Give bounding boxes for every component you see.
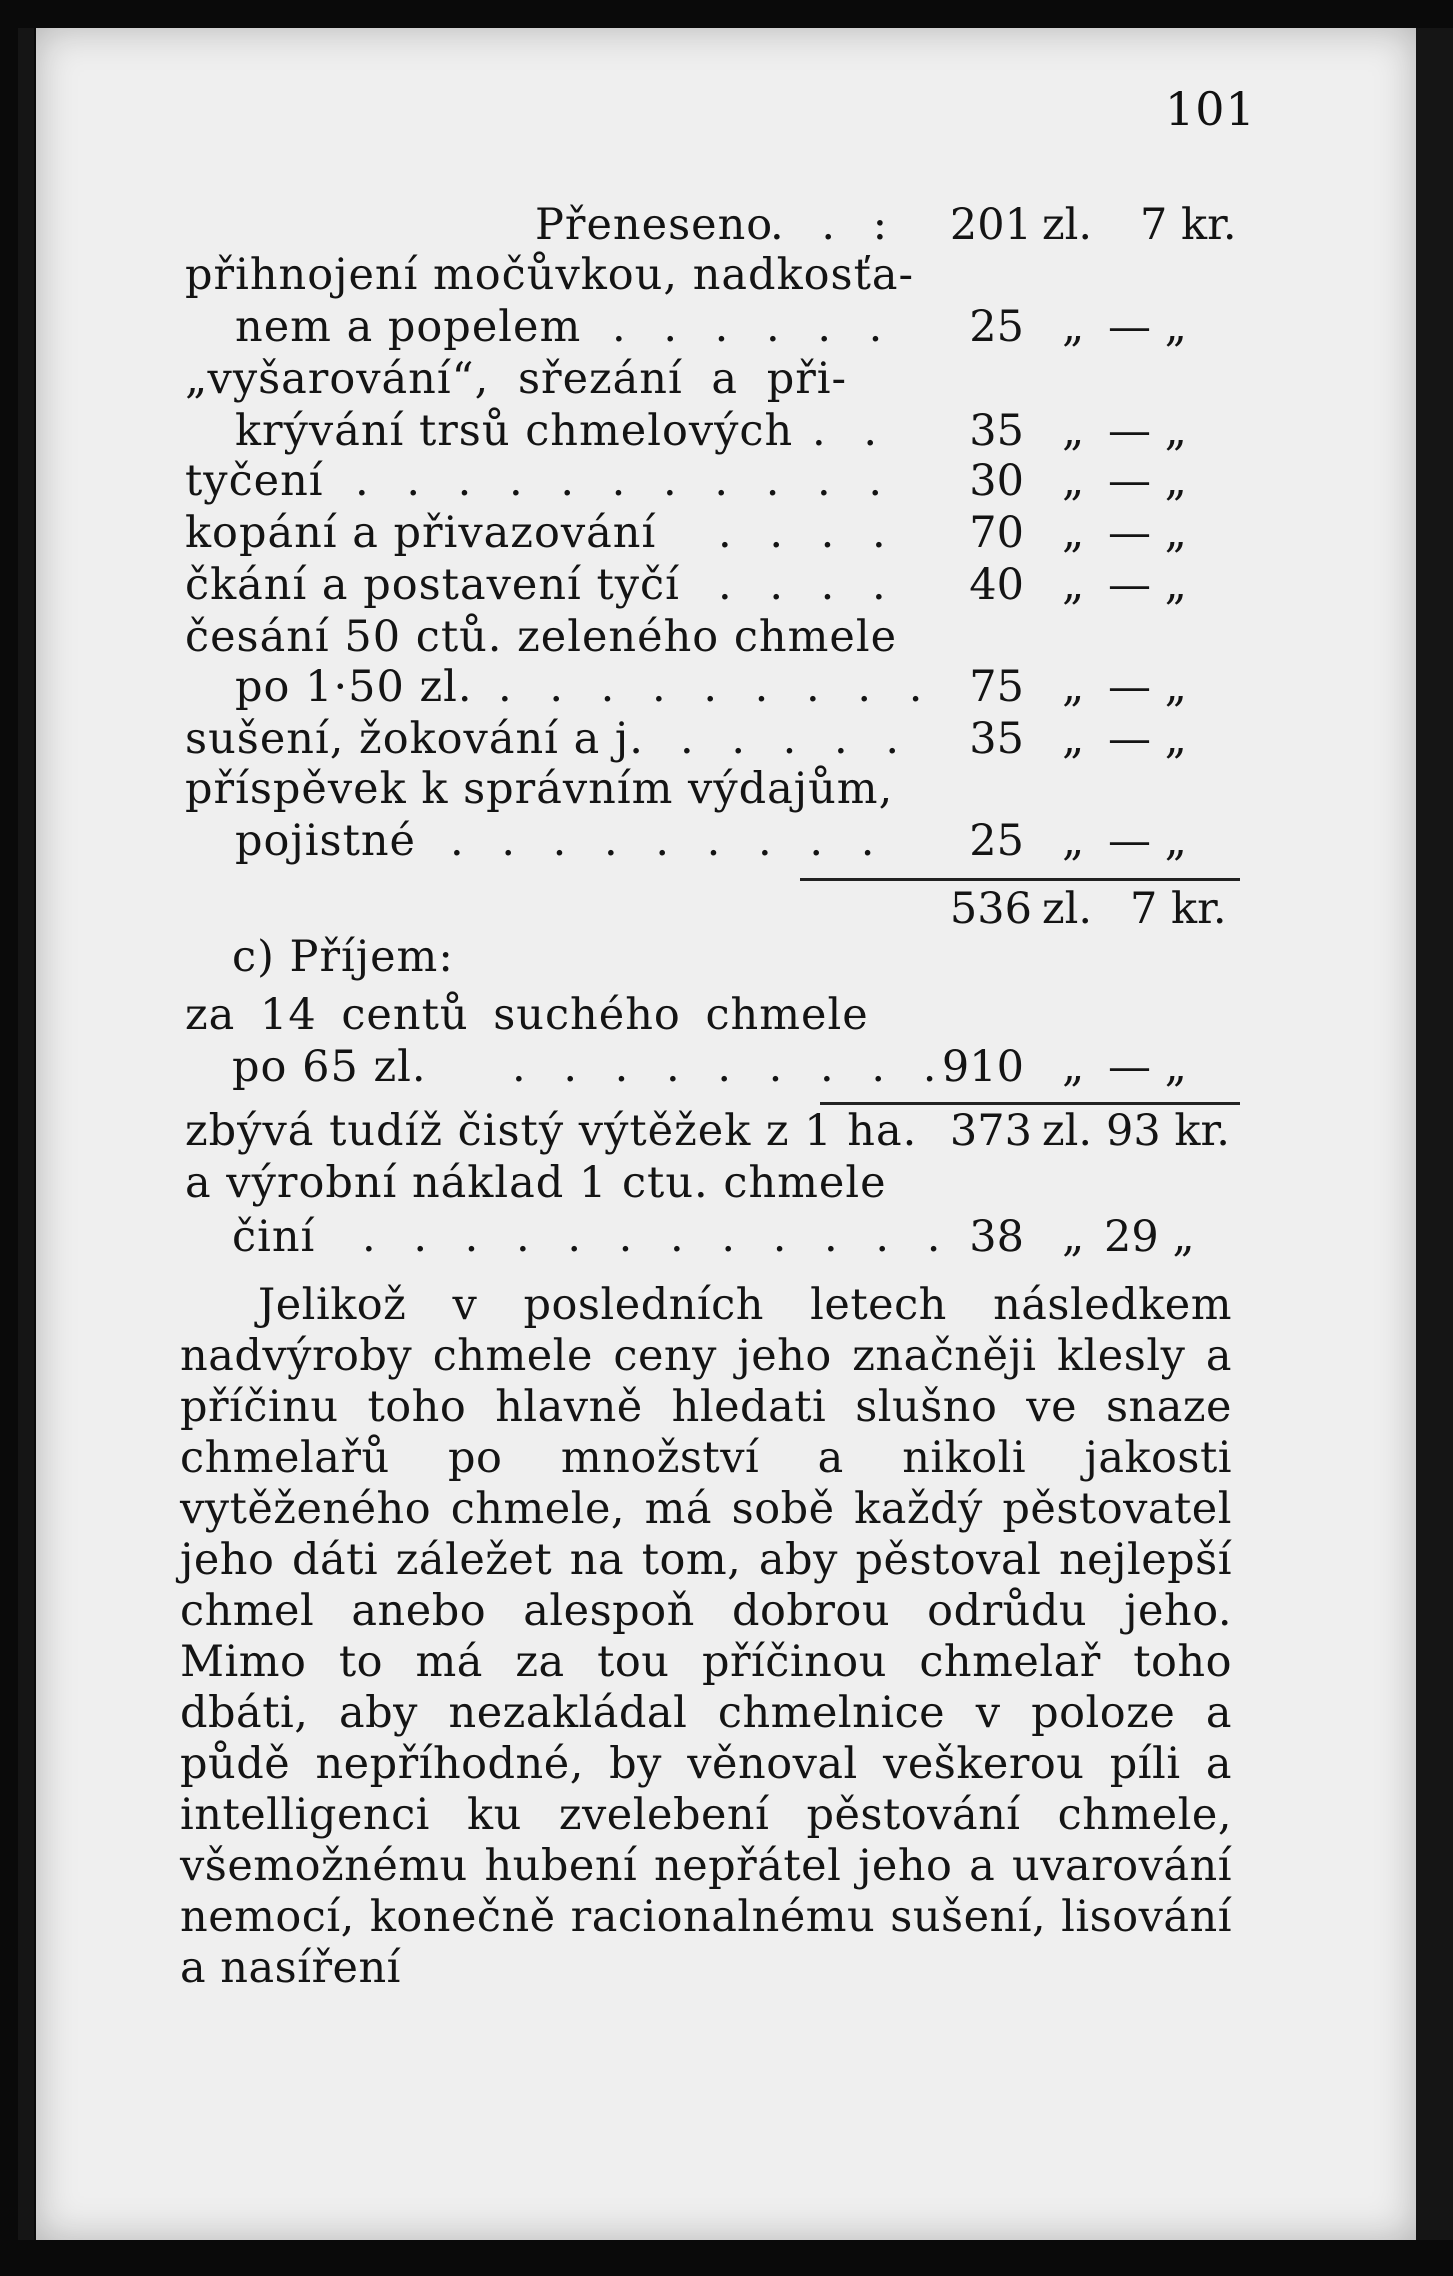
ledger-unit: „ — [1062, 560, 1085, 610]
ledger-unit: „ — [1062, 456, 1085, 506]
ledger-dots: . . . . — [718, 560, 898, 610]
ledger-label: česání 50 ctů. zeleného chmele — [185, 612, 898, 662]
ledger-dots: . . . . . . . . . . . — [355, 456, 895, 506]
income-label: za 14 centů suchého chmele — [185, 990, 869, 1040]
ledger-kr: — „ — [1108, 662, 1187, 712]
ledger-label: tyčení — [185, 456, 324, 506]
ledger-label: Přeneseno — [535, 200, 774, 250]
ledger-kr: — „ — [1108, 714, 1187, 764]
income-unit: „ — [1062, 1042, 1085, 1092]
ledger-kr: — „ — [1108, 816, 1187, 866]
ledger-amount: 30 — [969, 456, 1024, 506]
cost-kr: 29 „ — [1104, 1212, 1195, 1262]
ledger-unit: „ — [1062, 714, 1085, 764]
scan-border-right — [1416, 28, 1453, 2240]
ledger-unit: „ — [1062, 508, 1085, 558]
cost-label: a výrobní náklad 1 ctu. chmele — [185, 1158, 887, 1208]
scan-border-left — [18, 28, 34, 2240]
ledger-amount: 201 — [949, 200, 1032, 250]
ledger-label: sušení, žokování a j. — [185, 714, 644, 764]
ledger-dots: . . . . — [718, 508, 898, 558]
ledger-dots: . . . . . . . . . — [450, 816, 887, 866]
ledger-kr: — „ — [1108, 560, 1187, 610]
net-rule — [820, 1102, 1240, 1105]
ledger-kr: 7 kr. — [1140, 200, 1237, 250]
sum-rule — [800, 878, 1240, 881]
ledger-kr: — „ — [1108, 302, 1187, 352]
ledger-unit: „ — [1062, 816, 1085, 866]
ledger-dots: . . . . . . — [612, 302, 895, 352]
ledger-amount: 40 — [969, 560, 1024, 610]
income-heading-text: c) Příjem: — [232, 932, 454, 982]
ledger-amount: 35 — [969, 714, 1024, 764]
ledger-label: kopání a přivazování — [185, 508, 657, 558]
ledger-label: přihnojení močůvkou, nadkosťa- — [185, 250, 915, 300]
income-label: po 65 zl. — [232, 1042, 427, 1092]
ledger-unit: „ — [1062, 406, 1085, 456]
subtotal-kr: 7 kr. — [1130, 884, 1227, 934]
ledger-amount: 25 — [969, 302, 1024, 352]
ledger-amount: 70 — [969, 508, 1024, 558]
ledger-label: pojistné — [235, 816, 416, 866]
page-number: 101 — [1165, 82, 1256, 136]
ledger-unit: „ — [1062, 662, 1085, 712]
income-amount: 910 — [941, 1042, 1024, 1092]
ledger-dots: . . : — [770, 200, 900, 250]
income-dots: . . . . . . . . . — [512, 1042, 949, 1092]
cost-amount: 38 — [969, 1212, 1024, 1262]
net-unit: zl. — [1042, 1106, 1093, 1156]
ledger-kr: — „ — [1108, 456, 1187, 506]
ledger-amount: 75 — [969, 662, 1024, 712]
ledger-kr: — „ — [1108, 508, 1187, 558]
ledger-dots: . . . . . . . . . — [498, 662, 935, 712]
ledger-label: nem a popelem — [235, 302, 582, 352]
ledger-label: po 1·50 zl. — [235, 662, 473, 712]
subtotal-amount: 536 — [949, 884, 1032, 934]
ledger-label: příspěvek k správním výdajům, — [185, 764, 894, 814]
ledger-kr: — „ — [1108, 406, 1187, 456]
net-amount: 373 — [949, 1106, 1032, 1156]
ledger-dots: . . — [812, 406, 890, 456]
body-paragraph: Jelikož v posledních letech následkem nadvýroby chmele ceny jeho značněji klesly a příčinu toho hlavně hledati slušno ve snaze chmelařů po množství a nikoli jakosti vytěženého chmele, má sobě každý pěstovatel jeho dáti záležet na tom, aby pěstoval nejlepší chmel anebo alespoň dobrou odrůdu jeho. Mimo to má za tou příčinou chmelař toho dbáti, aby nezakládal chmelnice v poloze a půdě nepříhodné, by věnoval veškerou píli a intelligenci ku zvelebení pěstování chmele, všemožnému hubení nepřátel jeho a uvarování nemocí, konečně racionalnému sušení, lisování a nasíření — [180, 1280, 1232, 1993]
ledger-label: krývání trsů chmelových — [235, 406, 794, 456]
ledger-amount: 25 — [969, 816, 1024, 866]
net-kr: 93 kr. — [1106, 1106, 1230, 1156]
ledger-label: „vyšarování“, sřezání a při- — [185, 354, 848, 404]
ledger-unit: „ — [1062, 302, 1085, 352]
ledger-unit: zl. — [1042, 200, 1093, 250]
cost-dots: . . . . . . . . . . . . — [362, 1212, 953, 1262]
cost-label: činí — [232, 1212, 316, 1262]
cost-unit: „ — [1062, 1212, 1085, 1262]
net-label: zbývá tudíž čistý výtěžek z 1 ha. — [185, 1106, 918, 1156]
ledger-amount: 35 — [969, 406, 1024, 456]
ledger-dots: . . . . . — [680, 714, 912, 764]
subtotal-unit: zl. — [1042, 884, 1093, 934]
ledger-label: čkání a postavení tyčí — [185, 560, 680, 610]
income-kr: — „ — [1108, 1042, 1187, 1092]
